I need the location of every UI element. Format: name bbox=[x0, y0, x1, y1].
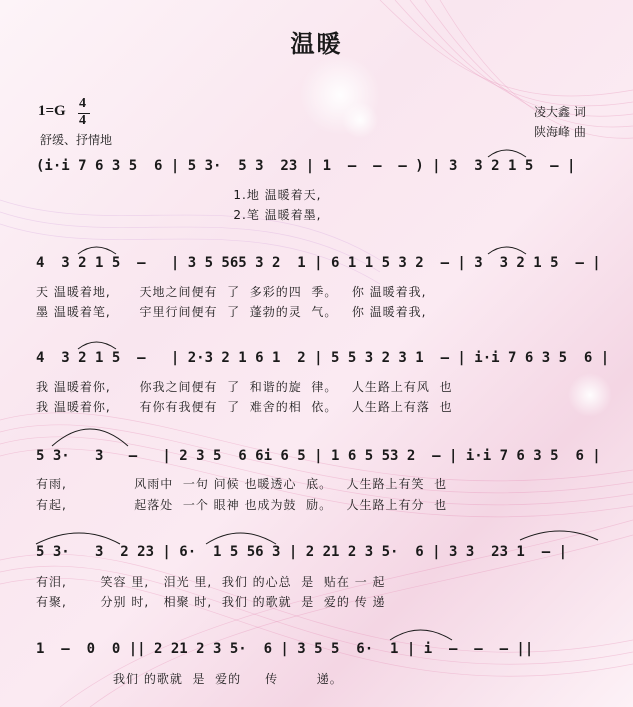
time-signature-numerator: 4 bbox=[79, 96, 86, 111]
score-system-4-lyric-2: 有起, 起落处 一个 眼神 也成为鼓 励。 人生路上有分 也 bbox=[36, 498, 448, 512]
score-system-5-lyric-1: 有泪, 笑容 里, 泪光 里, 我们 的心总 是 贴在 一 起 bbox=[36, 575, 386, 589]
score-system-2-lyric-1: 天 温暖着地, 天地之间便有 了 多彩的四 季。 你 温暖着我, bbox=[36, 285, 427, 299]
score-system-2-lyric-2: 墨 温暖着笔, 宇里行间便有 了 蓬勃的灵 气。 你 温暖着我, bbox=[36, 305, 427, 319]
score-system-1-notes: (i·i 7 6 3 5 6 | 5 3· 5 3 23 | 1 – – – ) | 3 3 2 1 5 – | bbox=[36, 158, 576, 174]
lyricist-credit: 凌大鑫 词 bbox=[534, 105, 586, 119]
score-system-1-lyric-1: 1.地 温暖着天, bbox=[36, 188, 322, 202]
score-system-2-notes: 4 3 2 1 5 – | 3 5 565 3 2 1 | 6 1 1 5 3 2 – | 3 3 2 1 5 – | bbox=[36, 255, 601, 271]
score-system-6-lyric-1: 我们 的歌就 是 爱的 传 递。 bbox=[36, 672, 343, 686]
time-signature-denominator: 4 bbox=[79, 113, 86, 128]
score-system-6-notes: 1 – 0 0 || 2 21 2 3 5· 6 | 3 5 5 6· 1 | i – – – || bbox=[36, 641, 534, 657]
song-title: 温暖 bbox=[290, 30, 343, 58]
composer-credit: 陕海峰 曲 bbox=[534, 125, 586, 139]
score-system-5-notes: 5 3· 3 2 23 | 6· 1 5 56 3 | 2 21 2 3 5· 6 | 3 3 23 1 – | bbox=[36, 544, 568, 560]
score-system-3-notes: 4 3 2 1 5 – | 2·3 2 1 6 1 2 | 5 5 3 2 3 1 – | i·i 7 6 3 5 6 | bbox=[36, 350, 610, 366]
tempo-marking: 舒缓、抒情地 bbox=[40, 133, 113, 147]
score-system-4-lyric-1: 有雨, 风雨中 一句 问候 也暖透心 底。 人生路上有笑 也 bbox=[36, 477, 448, 491]
score-system-4-notes: 5 3· 3 – | 2 3 5 6 6i 6 5 | 1 6 5 53 2 – | i·i 7 6 3 5 6 | bbox=[36, 448, 601, 464]
score-system-3-lyric-1: 我 温暖着你, 你我之间便有 了 和谐的旋 律。 人生路上有风 也 bbox=[36, 380, 453, 394]
score-system-1-lyric-2: 2.笔 温暖着墨, bbox=[36, 208, 322, 222]
key-signature: 1=G bbox=[38, 103, 66, 119]
score-system-5-lyric-2: 有聚, 分别 时, 相聚 时, 我们 的歌就 是 爱的 传 递 bbox=[36, 595, 386, 609]
score-system-3-lyric-2: 我 温暖着你, 有你有我便有 了 难舍的相 依。 人生路上有落 也 bbox=[36, 400, 453, 414]
